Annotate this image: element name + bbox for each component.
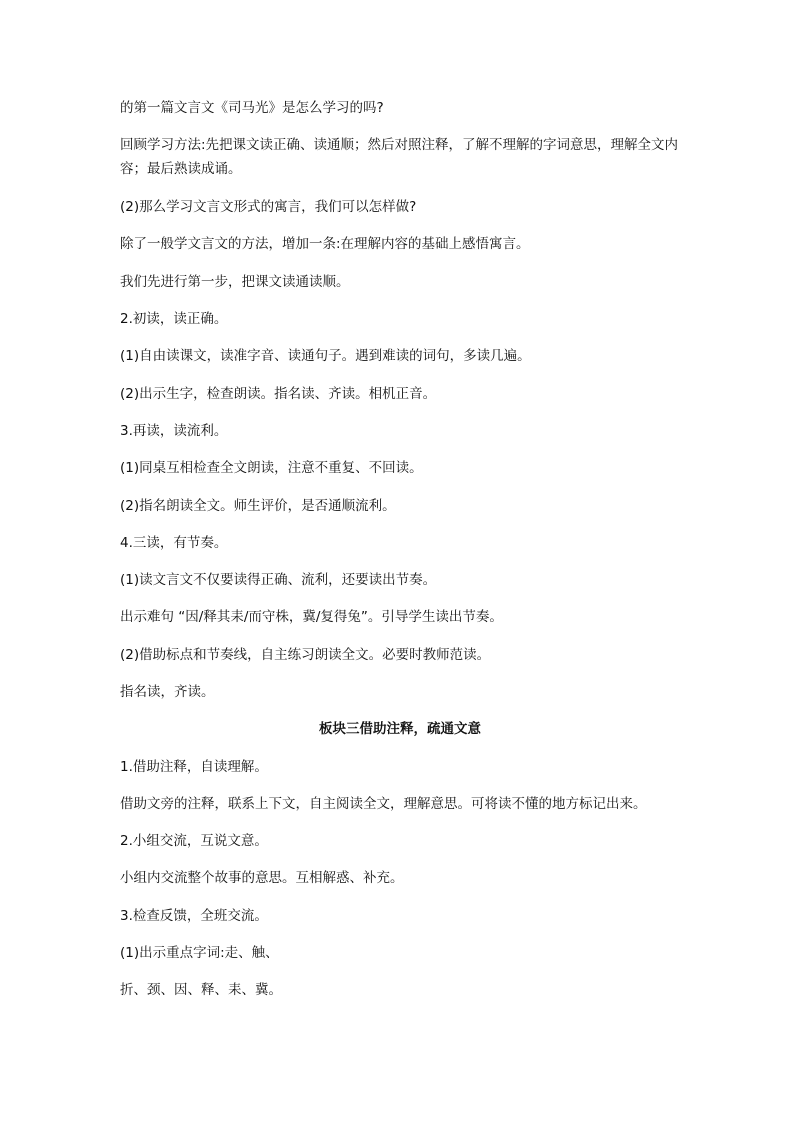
paragraph-19: 2.小组交流，互说文意。 — [120, 833, 268, 849]
paragraph-21: 3.检查反馈，全班交流。 — [120, 908, 268, 924]
paragraph-22: (1)出示重点字词:走、触、 — [120, 945, 279, 961]
paragraph-14: 出示难句 “因/释其耒/而守株，冀/复得兔”。引导学生读出节奏。 — [120, 609, 503, 625]
paragraph-4: 除了一般学文言文的方法，增加一条:在理解内容的基础上感悟寓言。 — [120, 236, 530, 252]
paragraph-9: 3.再读，读流利。 — [120, 423, 228, 439]
paragraph-6: 2.初读，读正确。 — [120, 311, 228, 327]
paragraph-20: 小组内交流整个故事的意思。互相解惑、补充。 — [120, 870, 404, 886]
paragraph-5: 我们先进行第一步，把课文读通读顺。 — [120, 274, 350, 290]
paragraph-7: (1)自由读课文，读准字音、读通句子。遇到难读的词句，多读几遍。 — [120, 348, 531, 364]
paragraph-11: (2)指名朗读全文。师生评价，是否通顺流利。 — [120, 498, 396, 514]
paragraph-18: 借助文旁的注释，联系上下文，自主阅读全文，理解意思。可将读不懂的地方标记出来。 — [120, 796, 647, 812]
paragraph-12: 4.三读，有节奏。 — [120, 535, 228, 551]
paragraph-23: 折、颈、因、释、耒、冀。 — [120, 982, 282, 998]
paragraph-2: 回顾学习方法:先把课文读正确、读通顺；然后对照注释，了解不理解的字词意思，理解全文内容；最后熟读成诵。 — [120, 137, 679, 177]
paragraph-8: (2)出示生字，检查朗读。指名读、齐读。相机正音。 — [120, 386, 437, 402]
paragraph-3: (2)那么学习文言文形式的寓言，我们可以怎样做? — [120, 199, 417, 215]
paragraph-15: (2)借助标点和节奏线，自主练习朗读全文。必要时教师范读。 — [120, 647, 491, 663]
paragraph-13: (1)读文言文不仅要读得正确、流利，还要读出节奏。 — [120, 572, 437, 588]
paragraph-10: (1)同桌互相检查全文朗读，注意不重复、不回读。 — [120, 460, 423, 476]
paragraph-1: 的第一篇文言文《司马光》是怎么学习的吗? — [120, 100, 384, 116]
paragraph-16: 指名读，齐读。 — [120, 684, 215, 700]
section-heading: 板块三借助注释，疏通文意 — [319, 721, 481, 737]
paragraph-17: 1.借助注释，自读理解。 — [120, 759, 268, 775]
